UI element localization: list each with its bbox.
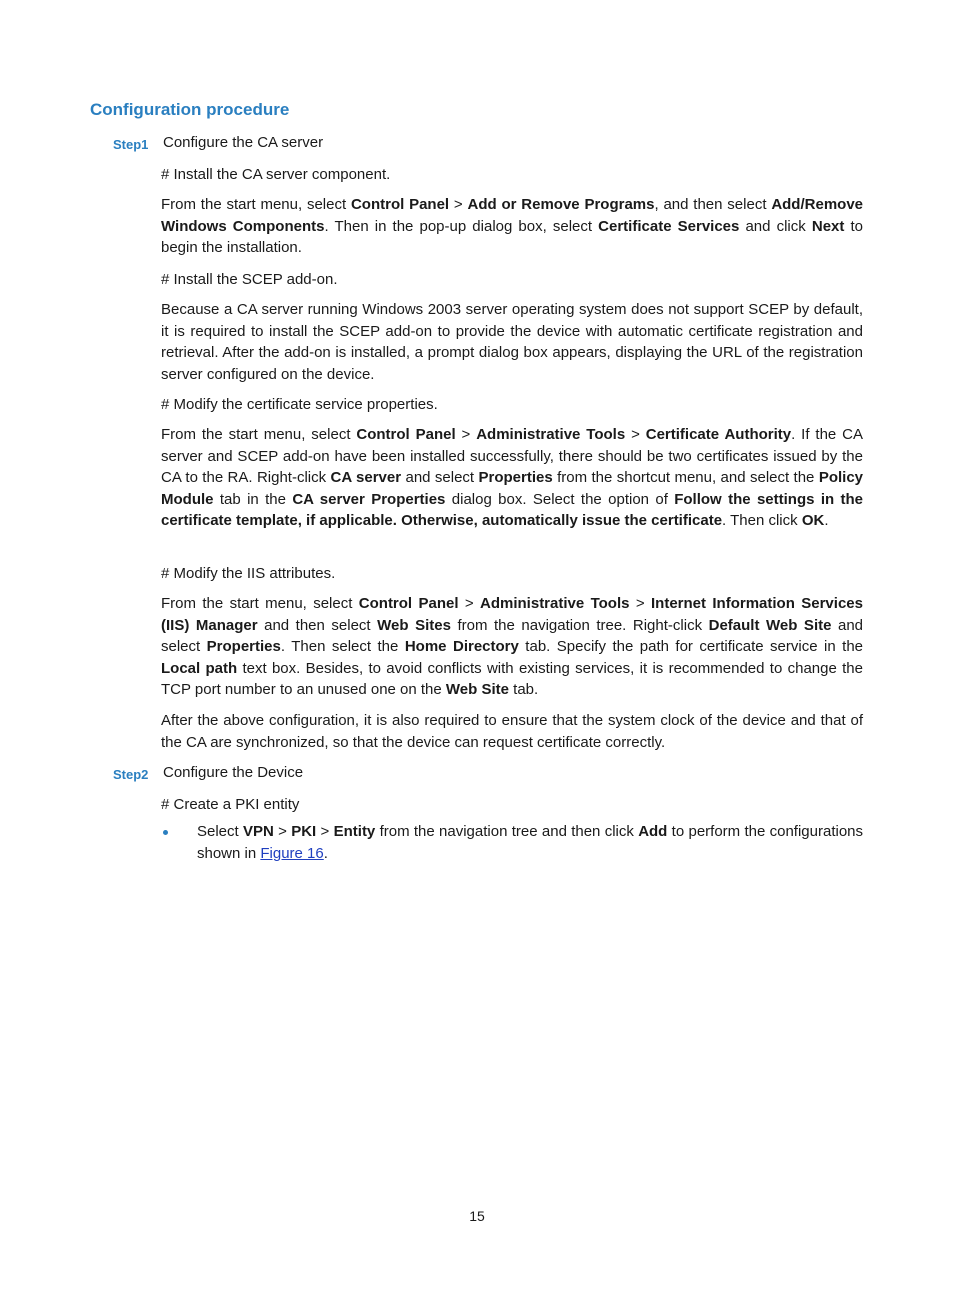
modify-iis-comment: # Modify the IIS attributes. — [161, 565, 336, 582]
modify-cert-paragraph: From the start menu, select Control Panel > Administrative Tools > Certificate Authority. If the CA server and SCEP add-on have been installed successfully, there should be two certificates issued by the CA to the RA. Right-click CA server and select Properties from the shortcut menu, and select the Policy Module tab in the CA server Properties dialog box. Select the option of Follow the settings in the certificate template, if applicable. Otherwise, automatically issue the certificate. Then click OK. — [161, 426, 864, 529]
step1-title: Configure the CA server — [163, 134, 324, 151]
modify-iis-paragraph: From the start menu, select Control Panel > Administrative Tools > Internet Information Services (IIS) Manager and then select Web Sites from the navigation tree. Right-click Default Web Site and select Properties. Then select the Home Directory tab. Specify the path for certificate service in the Local path text box. Besides, to avoid conflicts with existing services, it is recommended to change the TCP port number to an unused one on the Web Site tab. — [161, 595, 864, 698]
install-component-paragraph: From the start menu, select Control Panel > Add or Remove Programs, and then select Add/Remove Windows Components. Then in the pop-up dialog box, select Certificate Services and click Next to begin the installation. — [161, 196, 863, 256]
step2-title: Configure the Device — [163, 764, 304, 781]
step2-label: Step2 — [113, 767, 149, 782]
install-scep-comment: # Install the SCEP add-on. — [161, 271, 338, 288]
scep-paragraph: Because a CA server running Windows 2003 server operating system does not support SCEP by default, it is required to install the SCEP add-on to provide the device with automatic certificate registration and retrieval. After the add-on is installed, a prompt dialog box appears, displaying the URL of the registration server configured on the device. — [161, 301, 863, 383]
install-component-comment: # Install the CA server component. — [161, 166, 391, 183]
modify-cert-comment: # Modify the certificate service properties. — [161, 396, 438, 413]
clock-sync-paragraph: After the above configuration, it is also required to ensure that the system clock of the device and that of the CA are synchronized, so that the device can request certificate correctly. — [161, 712, 863, 751]
step1-label: Step1 — [113, 137, 149, 152]
entity-bullet-text: Select VPN > PKI > Entity from the navigation tree and then click Add to perform the configurations shown in Figure 16. — [197, 823, 864, 862]
section-heading: Configuration procedure — [90, 100, 290, 119]
page-number: 15 — [469, 1208, 485, 1224]
bullet-icon — [163, 830, 168, 835]
figure-16-link[interactable]: Figure 16 — [260, 844, 324, 862]
create-entity-comment: # Create a PKI entity — [161, 796, 300, 813]
